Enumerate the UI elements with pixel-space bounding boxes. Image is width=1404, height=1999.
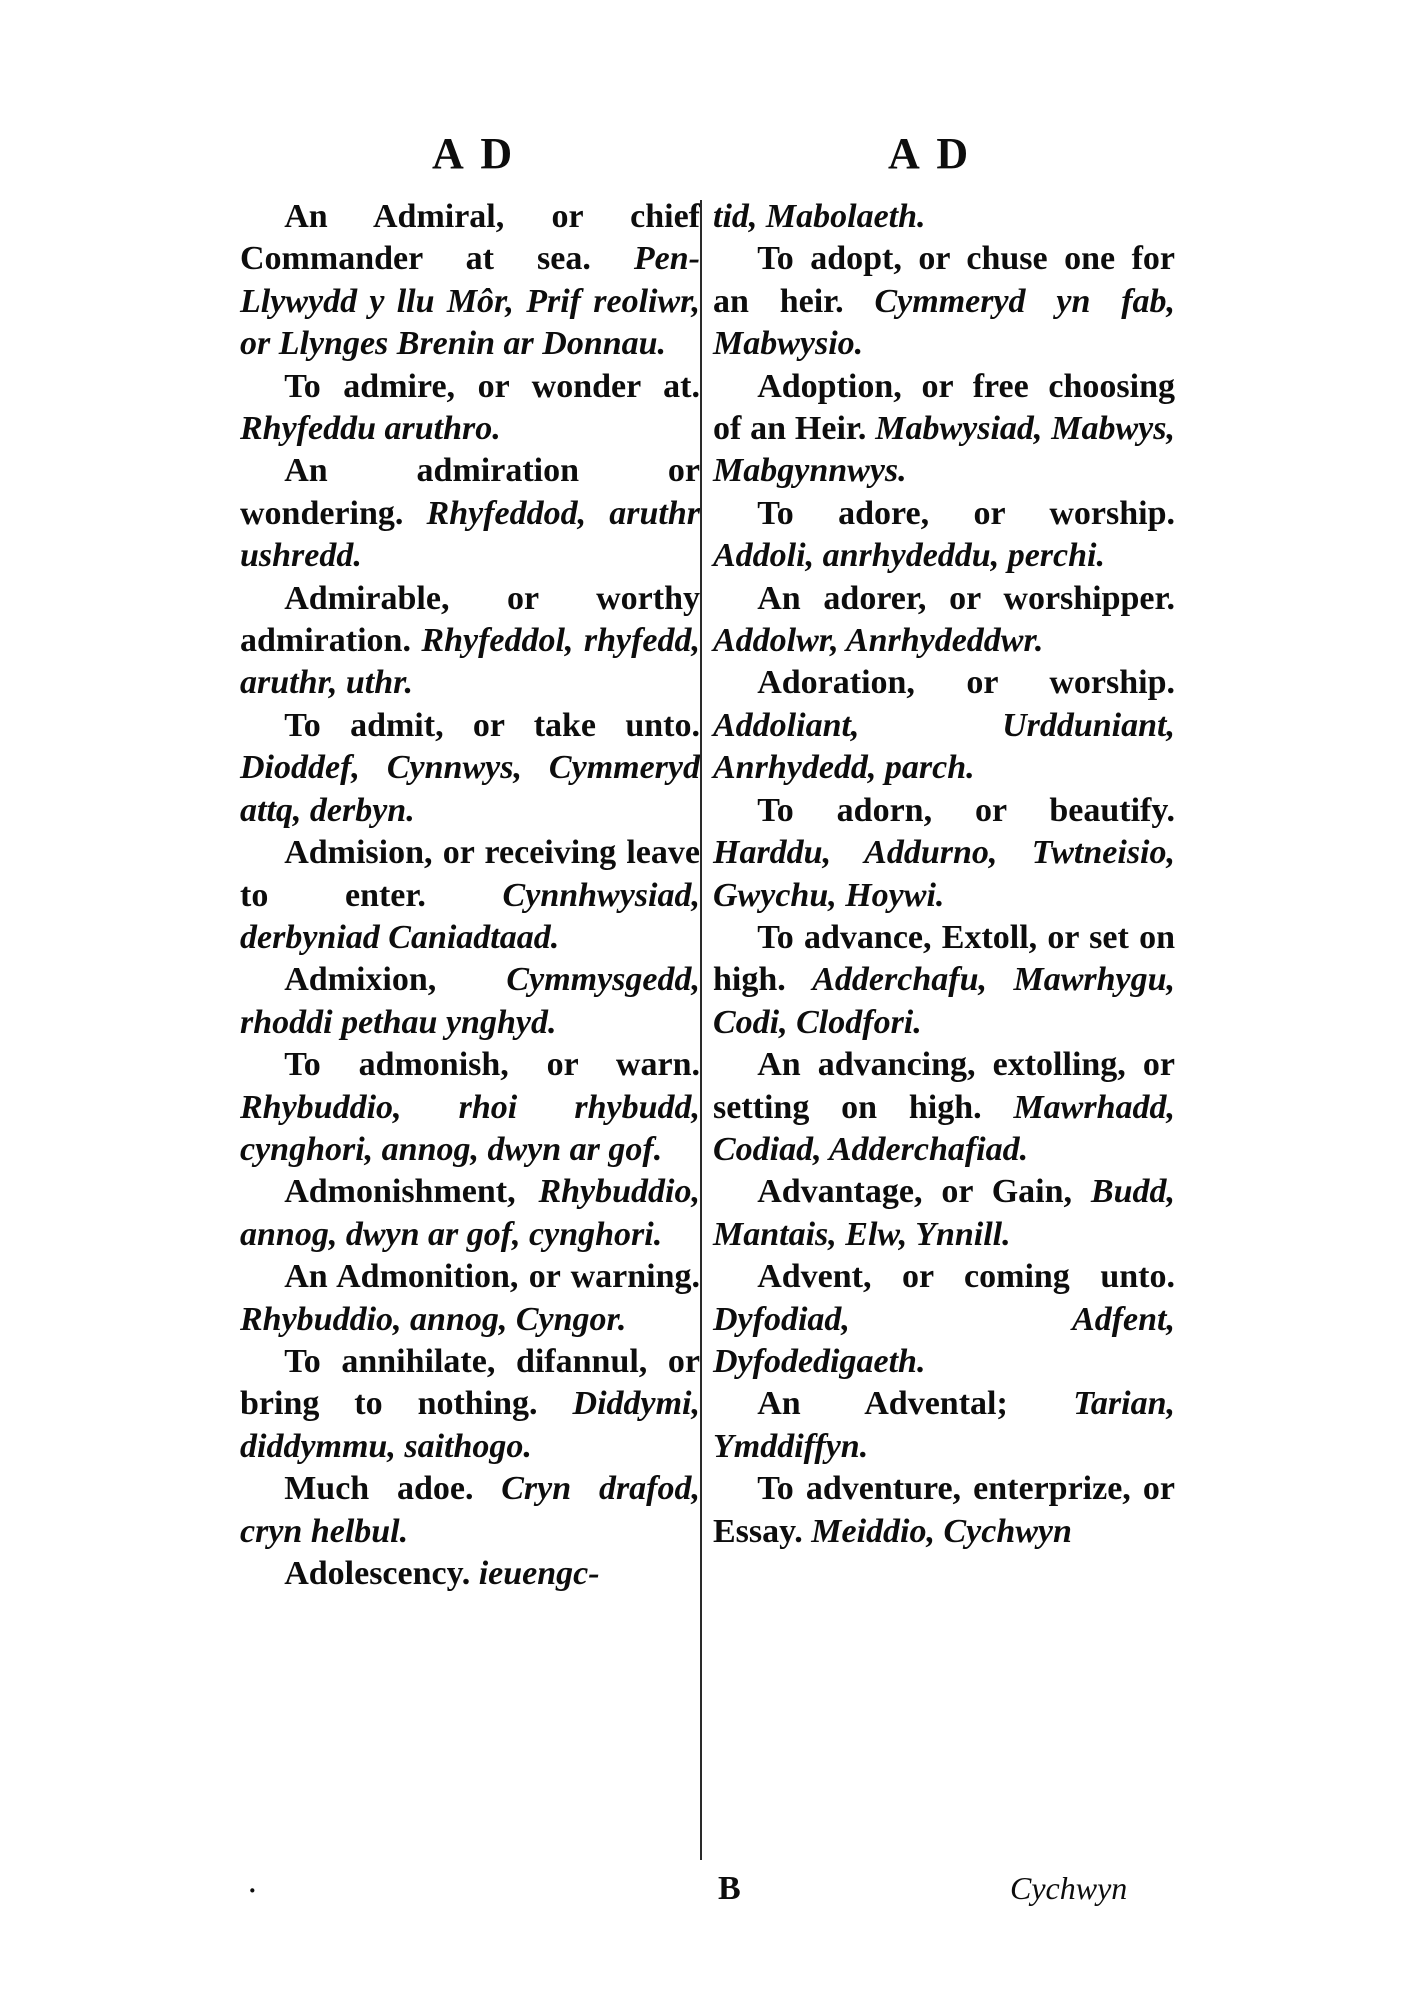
dictionary-entry — [713, 578, 1175, 663]
entry-welsh-gloss: ieuengc- — [478, 1555, 600, 1592]
entry-headword: Advantage, or Gain, — [757, 1173, 1073, 1211]
entry-headword: An admiration or wondering. — [240, 452, 700, 532]
entry-headword: Much adoe. — [284, 1470, 474, 1508]
dictionary-entry — [713, 917, 1175, 1044]
entry-welsh-gloss: Rhyfeddod, aruthr ushredd. — [240, 494, 700, 575]
dictionary-entry — [713, 1256, 1175, 1383]
entry-headword: Adoption, or free choosing of an Heir. — [713, 367, 1175, 448]
entry-welsh-gloss: Dioddef, Cynnwys, Cymmeryd attq, derbyn. — [240, 749, 700, 829]
dictionary-entry — [713, 196, 1175, 238]
running-head-left: A D — [432, 129, 517, 178]
entry-headword: Admonishment, — [284, 1173, 516, 1211]
dictionary-entry — [713, 238, 1175, 365]
entry-headword: Advent, or coming unto. — [757, 1258, 1175, 1296]
entry-welsh-gloss: Mabwysiad, Mabwys, Mabgynnwys. — [713, 410, 1176, 490]
dictionary-entry — [713, 1044, 1175, 1171]
entry-headword: To adore, or worship. — [757, 494, 1175, 532]
entry-welsh-gloss: Rhybuddio, rhoi rhybudd, cynghori, annog, dwyn ar gof. — [240, 1088, 700, 1168]
entry-welsh-gloss: Addoli, anrhydeddu, perchi. — [713, 537, 1105, 575]
entry-headword: Admirable, or worthy admiration. — [240, 579, 700, 660]
dictionary-entry — [713, 1468, 1175, 1553]
signature-mark: B — [718, 1870, 741, 1907]
entry-welsh-gloss: Meiddio, Cychwyn — [811, 1512, 1072, 1550]
entry-welsh-gloss: Harddu, Addurno, Twtneisio, Gwychu, Hoywi. — [713, 834, 1175, 914]
entry-headword: Adoration, or worship. — [757, 664, 1175, 702]
entry-welsh-gloss: Dyfodiad, Adfent, Dyfodedigaeth. — [713, 1300, 1175, 1380]
dictionary-entry — [240, 366, 700, 451]
printer-mark: · — [248, 1876, 257, 1905]
entry-welsh-gloss: Mawrhadd, Codiad, Adderchafiad. — [713, 1088, 1175, 1168]
entry-headword: To admit, or take unto. — [284, 706, 700, 744]
entry-welsh-gloss: tid, Mabolaeth. — [713, 198, 926, 235]
entry-headword: Admixion, — [284, 961, 437, 999]
column-divider — [700, 200, 702, 1860]
entry-headword: To adopt, or chuse one for an heir. — [713, 240, 1175, 320]
dictionary-entry — [713, 662, 1175, 789]
entry-welsh-gloss: Budd, Mantais, Elw, Ynnill. — [713, 1173, 1175, 1253]
entry-welsh-gloss: Diddymi, diddymmu, saithogo. — [240, 1385, 700, 1465]
dictionary-entry — [240, 1468, 700, 1553]
dictionary-entry — [240, 1044, 700, 1171]
entry-headword: An Admonition, or warning. — [284, 1258, 700, 1296]
entry-welsh-gloss: Rhyfeddol, rhyfedd, aruthr, uthr. — [240, 622, 701, 702]
entry-welsh-gloss: Cryn drafod, cryn helbul. — [240, 1470, 700, 1550]
entry-welsh-gloss: Tarian, Ymddiffyn. — [713, 1385, 1175, 1465]
entry-welsh-gloss: Rhybuddio, annog, Cyngor. — [240, 1300, 627, 1338]
dictionary-entry — [240, 578, 700, 705]
dictionary-entry — [240, 1553, 700, 1595]
entry-headword: To adventure, enterprize, or Essay. — [713, 1470, 1175, 1550]
entry-headword: Admision, or receiving leave to enter. — [240, 834, 700, 914]
dictionary-entry — [240, 1256, 700, 1341]
running-head-right: A D — [888, 129, 973, 178]
entry-welsh-gloss: Cymmysgedd, rhoddi pethau ynghyd. — [240, 961, 700, 1041]
entry-welsh-gloss: Cynnhwysiad, derbyniad Caniadtaad. — [240, 876, 700, 956]
dictionary-entry — [240, 1171, 700, 1256]
dictionary-entry — [240, 832, 700, 959]
entry-headword: To adorn, or beautify. — [757, 791, 1175, 829]
dictionary-entry — [713, 366, 1175, 493]
entry-headword: To admire, or wonder at. — [284, 367, 700, 405]
entry-welsh-gloss: Rhybuddio, annog, dwyn ar gof, cynghori. — [240, 1173, 700, 1253]
dictionary-entry — [240, 450, 700, 577]
dictionary-entry — [240, 959, 700, 1044]
dictionary-entry — [240, 705, 700, 832]
dictionary-entry — [713, 493, 1175, 578]
entry-welsh-gloss: Pen-Llywydd y llu Môr, Prif reoliwr, or Llynges Brenin ar Donnau. — [240, 240, 700, 363]
entry-headword: An Advental; — [757, 1385, 1008, 1423]
dictionary-entry — [240, 196, 700, 366]
entry-headword: An Admiral, or chief Commander at sea. — [240, 198, 700, 278]
entry-welsh-gloss: Rhyfeddu aruthro. — [240, 410, 501, 448]
dictionary-entry — [240, 1341, 700, 1468]
dictionary-entry — [713, 1171, 1175, 1256]
entry-welsh-gloss: Addoliant, Urdduniant, Anrhydedd, parch. — [713, 706, 1175, 787]
entry-welsh-gloss: Addolwr, Anrhydeddwr. — [713, 622, 1044, 660]
entry-headword: Adolescency. — [284, 1555, 471, 1592]
entry-welsh-gloss: Adderchafu, Mawrhygu, Codi, Clodfori. — [713, 961, 1176, 1041]
right-column — [713, 196, 1175, 1553]
entry-headword: To annihilate, difannul, or bring to nothing. — [240, 1342, 700, 1423]
entry-headword: An adorer, or worshipper. — [757, 579, 1175, 617]
dictionary-entry — [713, 1383, 1175, 1468]
left-column — [240, 196, 700, 1595]
catchword: Cychwyn — [1010, 1870, 1128, 1906]
entry-headword: An advancing, extolling, or setting on high. — [713, 1046, 1175, 1126]
entry-welsh-gloss: Cymmeryd yn fab, Mabwysio. — [713, 282, 1176, 363]
entry-headword: To admonish, or warn. — [284, 1046, 700, 1084]
dictionary-entry — [713, 790, 1175, 917]
entry-headword: To advance, Extoll, or set on high. — [713, 918, 1175, 999]
